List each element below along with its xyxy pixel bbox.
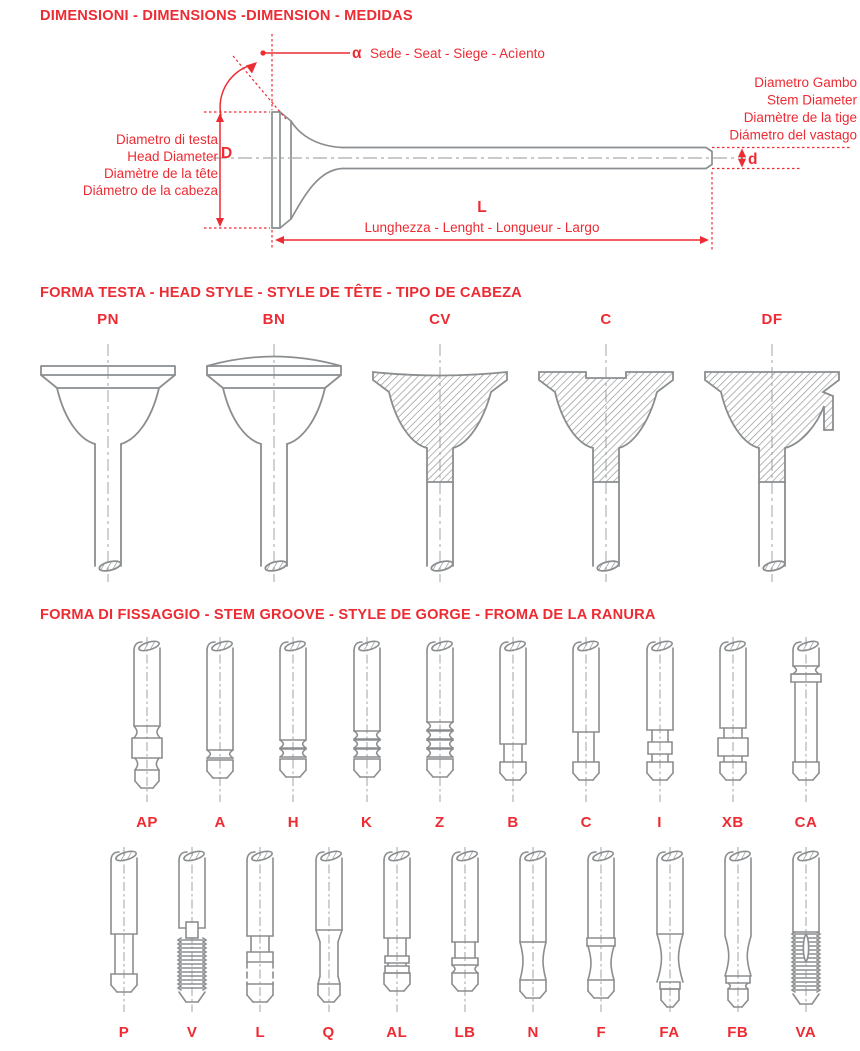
head-style-figure [365,310,515,593]
stem-groove-drawing-neck-center-collar [628,634,692,811]
head-style-drawing-section-dished [365,330,515,593]
stem-groove-label: Z [435,814,445,831]
stem-groove-figure [365,844,429,1043]
stem-groove-figure [160,844,224,1043]
stem-groove-figure [261,634,325,833]
length-symbol: L [477,199,487,216]
valve-dimension-drawing [0,30,860,262]
stem-groove-figure [228,844,292,1043]
seat-label: Sede - Seat - Siege - Acìento [370,46,545,61]
stem-groove-figure [335,634,399,833]
stem-groove-label: AL [386,1024,408,1041]
head-diameter-symbol: D [221,145,233,162]
head-style-row [33,310,847,593]
stem-groove-drawing-neck-twin-collars [365,844,429,1021]
head-style-drawing-domed-outline [199,330,349,593]
head-style-figure [531,310,681,593]
stem-groove-drawing-quad-groove [408,634,472,811]
stem-groove-figure [638,844,702,1043]
stem-groove-drawing-neck-collar-break [228,844,292,1021]
stem-groove-figure [433,844,497,1043]
svg-text:Diametro Gambo: Diametro Gambo [754,75,857,90]
stem-groove-drawing-stepped-neck-short [481,634,545,811]
head-style-drawing-section-side-notch [697,330,847,593]
head-style-label: CV [429,311,451,328]
stem-groove-label: P [118,1024,130,1041]
svg-text:Stem Diameter: Stem Diameter [766,92,857,108]
stem-groove-section-title: FORMA DI FISSAGGIO - STEM GROOVE - STYLE DE GORGE - FROMA DE LA RANURA [40,607,656,623]
stem-groove-label: K [360,814,373,831]
stem-groove-figure [115,634,179,833]
stem-groove-label: V [186,1024,198,1041]
head-style-label: C [600,311,612,328]
alpha-symbol: α [352,45,362,62]
stem-groove-label: FB [727,1024,749,1041]
stem-groove-figure [569,844,633,1043]
stem-groove-row-2 [92,844,838,1043]
stem-groove-figure [701,634,765,833]
stem-groove-figure [501,844,565,1043]
stem-groove-figure [408,634,472,833]
stem-groove-label: F [596,1024,607,1041]
svg-text:Head Diameter: Head Diameter [127,149,218,164]
stem-groove-figure [92,844,156,1043]
stem-groove-row-1 [115,634,838,833]
stem-groove-figure [706,844,770,1043]
stem-groove-figure [188,634,252,833]
stem-groove-label: B [507,814,519,831]
head-style-label: DF [761,311,783,328]
stem-groove-drawing-waisted-neck [501,844,565,1021]
svg-text:Diámetro del vastago: Diámetro del vastago [729,127,857,143]
svg-text:Diametro di testa: Diametro di testa [115,132,218,147]
head-style-drawing-section-top-recess [531,330,681,593]
stem-groove-drawing-neck-collar-bulge [433,844,497,1021]
stem-groove-label: VA [795,1024,817,1041]
stem-groove-label: I [657,814,662,831]
stem-groove-drawing-upper-groove-collar [774,634,838,811]
head-style-figure [33,310,183,593]
stem-groove-figure [774,634,838,833]
stem-groove-drawing-tapered-shaft [297,844,361,1021]
stem-groove-label: L [255,1024,266,1041]
stem-groove-drawing-neck-wide-collar [701,634,765,811]
valve-outline [272,112,712,228]
stem-groove-figure [481,634,545,833]
head-style-figure [697,310,847,593]
head-style-label: PN [97,311,119,328]
stem-groove-label: H [287,814,300,831]
stem-groove-label: XB [721,814,744,831]
stem-diameter-label [729,75,857,143]
svg-text:Diamètre de la tête: Diamètre de la tête [103,166,218,181]
stem-groove-drawing-groove-collar-groove [115,634,179,811]
head-style-label: BN [262,311,286,328]
stem-groove-figure [297,844,361,1043]
stem-groove-drawing-threaded-pointed [774,844,838,1021]
stem-groove-drawing-stepped-neck-long [554,634,618,811]
head-style-figure [199,310,349,593]
stem-groove-drawing-double-groove [261,634,325,811]
stem-groove-label: Q [322,1024,335,1041]
valve-dimension-svg [0,30,860,262]
svg-text:Diámetro de la cabeza: Diámetro de la cabeza [82,183,218,198]
stem-groove-drawing-waist-ring-foot [706,844,770,1021]
head-diameter-label [83,132,219,198]
stem-groove-figure [774,844,838,1043]
stem-groove-label: N [527,1024,539,1041]
stem-groove-figure [554,634,618,833]
dimensions-section-title: DIMENSIONI - DIMENSIONS -DIMENSION - MEDIDAS [40,8,413,24]
stem-groove-figure [628,634,692,833]
stem-groove-drawing-single-groove [188,634,252,811]
stem-groove-label: AP [136,814,158,831]
stem-groove-drawing-collar-waisted-neck [569,844,633,1021]
stem-groove-label: FA [659,1024,680,1041]
length-label: Lunghezza - Lenght - Longueur - Largo [364,220,600,235]
stem-groove-label: C [580,814,592,831]
stem-groove-drawing-threaded-with-key [160,844,224,1021]
svg-text:Diamètre de la tige: Diamètre de la tige [743,110,857,125]
stem-groove-label: LB [454,1024,476,1041]
stem-groove-drawing-long-plain-neck [92,844,156,1021]
stem-groove-label: A [214,814,226,831]
stem-diameter-symbol: d [748,151,758,168]
stem-groove-label: CA [794,814,818,831]
head-style-drawing-flat-outline [33,330,183,593]
stem-groove-drawing-taper-waist-small-foot [638,844,702,1021]
head-style-section-title: FORMA TESTA - HEAD STYLE - STYLE DE TÊTE - TIPO DE CABEZA [40,285,522,301]
stem-groove-drawing-triple-groove [335,634,399,811]
